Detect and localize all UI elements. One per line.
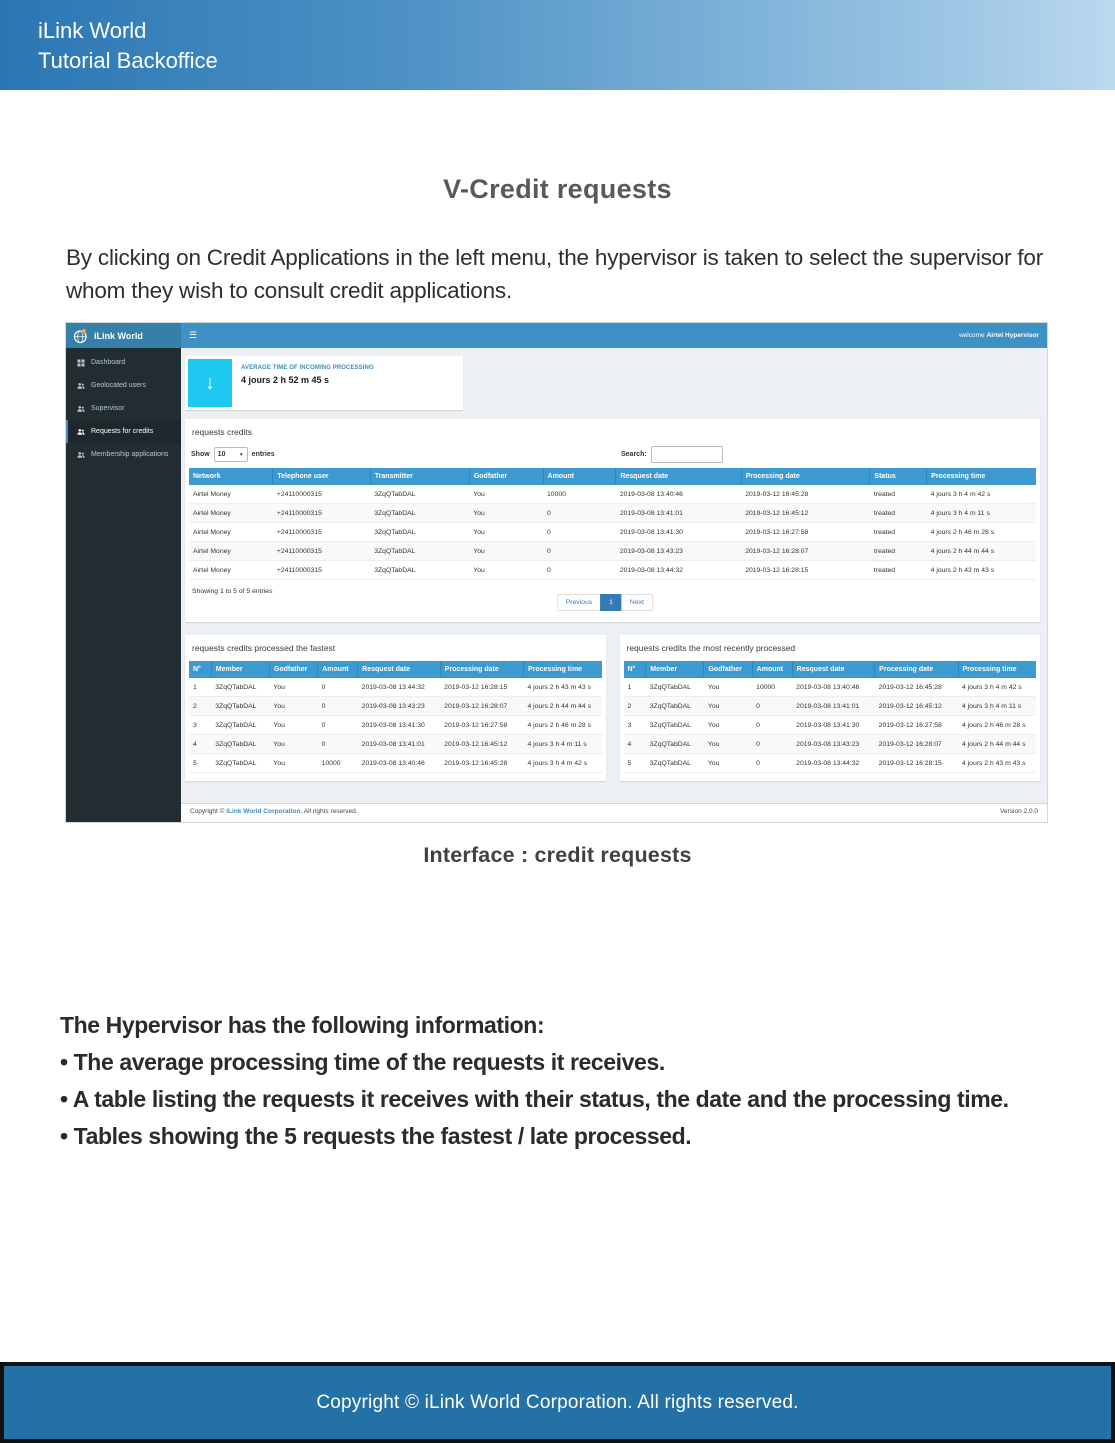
table-cell: You bbox=[704, 754, 752, 773]
table-row bbox=[189, 716, 602, 735]
table-cell: 2019-03-12 16:45:12 bbox=[440, 735, 523, 754]
table-cell: 3ZqQTabDAL bbox=[370, 542, 469, 561]
column-header[interactable]: Amount bbox=[752, 661, 792, 678]
table-cell: 4 jours 3 h 4 m 42 s bbox=[524, 754, 602, 773]
table-cell: 4 jours 3 h 4 m 11 s bbox=[524, 735, 602, 754]
figure-caption: Interface : credit requests bbox=[423, 843, 692, 867]
search-input[interactable] bbox=[651, 446, 723, 463]
info-list-item: • A table listing the requests it receives with their status, the date and the processing time. bbox=[60, 1081, 1105, 1118]
table-cell: You bbox=[469, 542, 543, 561]
down-arrow-icon: ↓ bbox=[188, 359, 232, 407]
info-box-value: 4 jours 2 h 52 m 45 s bbox=[241, 375, 330, 385]
table-cell: 2 bbox=[189, 697, 211, 716]
table-cell: 2019-03-12 16:27:58 bbox=[875, 716, 958, 735]
sidebar-item-supervisor[interactable] bbox=[66, 397, 181, 420]
table-cell: 2019-03-08 13:40:46 bbox=[792, 678, 875, 697]
table-cell: You bbox=[269, 716, 317, 735]
column-header[interactable]: Processing date bbox=[440, 661, 523, 678]
table-row bbox=[189, 485, 1036, 504]
column-header[interactable]: Processing time bbox=[958, 661, 1036, 678]
table-row bbox=[189, 561, 1036, 580]
sidebar-item-label: Geolocated users bbox=[91, 382, 146, 389]
table-cell: 2019-03-08 13:43:23 bbox=[792, 735, 875, 754]
column-header[interactable]: Network bbox=[189, 468, 273, 485]
table-cell: 2019-03-08 13:41:01 bbox=[792, 697, 875, 716]
search-label: Search: bbox=[621, 451, 647, 458]
table-cell: 0 bbox=[752, 697, 792, 716]
dashboard-icon bbox=[77, 359, 85, 367]
column-header[interactable]: Amount bbox=[543, 468, 616, 485]
table-row bbox=[189, 523, 1036, 542]
table-cell: 2019-03-08 13:44:32 bbox=[616, 561, 741, 580]
column-header[interactable]: Processing time bbox=[524, 661, 602, 678]
table-cell: 4 jours 2 h 43 m 43 s bbox=[927, 561, 1036, 580]
info-list-item: • Tables showing the 5 requests the fastest / late processed. bbox=[60, 1118, 1105, 1155]
page-size-control bbox=[191, 447, 275, 462]
table-cell: Airtel Money bbox=[189, 542, 273, 561]
table-cell: You bbox=[469, 523, 543, 542]
column-header[interactable]: Godfather bbox=[704, 661, 752, 678]
table-cell: 2019-03-12 16:27:58 bbox=[741, 523, 870, 542]
search-control bbox=[621, 446, 723, 463]
table-cell: 3ZqQTabDAL bbox=[646, 716, 704, 735]
table-cell: 2019-03-08 13:43:23 bbox=[358, 697, 441, 716]
table-cell: 4 jours 2 h 43 m 43 s bbox=[958, 754, 1036, 773]
table-row bbox=[624, 697, 1037, 716]
info-list-intro: The Hypervisor has the following information: bbox=[60, 1012, 545, 1038]
panel-title: requests credits processed the fastest bbox=[192, 643, 336, 653]
users-icon bbox=[77, 428, 85, 436]
app-navbar bbox=[66, 323, 1047, 348]
table-cell: 2 bbox=[624, 697, 646, 716]
table-cell: Airtel Money bbox=[189, 561, 273, 580]
table-row bbox=[624, 678, 1037, 697]
table-cell: 0 bbox=[752, 735, 792, 754]
table-cell: 10000 bbox=[318, 754, 358, 773]
entries-label: entries bbox=[251, 451, 275, 458]
table-cell: You bbox=[269, 697, 317, 716]
welcome-user: Airtel Hypervisor bbox=[986, 332, 1039, 339]
table-cell: Airtel Money bbox=[189, 485, 273, 504]
chevron-down-icon: ▼ bbox=[238, 451, 244, 458]
table-cell: 2019-03-08 13:44:32 bbox=[358, 678, 441, 697]
table-cell: 0 bbox=[543, 504, 616, 523]
navbar-body bbox=[181, 323, 1047, 348]
intro-paragraph: By clicking on Credit Applications in the left menu, the hypervisor is taken to select the supervisor for whom they wish to consult credit applications. bbox=[66, 245, 1043, 303]
table-cell: 2019-03-12 16:28:15 bbox=[875, 754, 958, 773]
column-header[interactable]: Status bbox=[870, 468, 927, 485]
table-cell: 0 bbox=[543, 561, 616, 580]
table-cell: You bbox=[469, 561, 543, 580]
column-header[interactable]: Amount bbox=[318, 661, 358, 678]
table-cell: +24110000315 bbox=[273, 523, 370, 542]
table-cell: 2019-03-12 16:45:28 bbox=[741, 485, 870, 504]
page-1-button[interactable]: 1 bbox=[600, 594, 622, 611]
table-row bbox=[189, 678, 602, 697]
table-cell: 2019-03-08 13:41:30 bbox=[358, 716, 441, 735]
table-cell: 3ZqQTabDAL bbox=[370, 504, 469, 523]
doc-footer bbox=[0, 1362, 1115, 1443]
table-row bbox=[189, 542, 1036, 561]
table-cell: 3ZqQTabDAL bbox=[211, 716, 269, 735]
table-cell: 2019-03-12 16:28:15 bbox=[741, 561, 870, 580]
column-header[interactable]: Processing date bbox=[875, 661, 958, 678]
table-cell: Airtel Money bbox=[189, 523, 273, 542]
table-cell: +24110000315 bbox=[273, 504, 370, 523]
table-cell: 4 jours 2 h 44 m 44 s bbox=[524, 697, 602, 716]
doc-header-line2: Tutorial Backoffice bbox=[38, 48, 218, 73]
table-cell: 3 bbox=[624, 716, 646, 735]
hypervisor-info-list bbox=[60, 1007, 1105, 1155]
table-cell: 0 bbox=[318, 735, 358, 754]
requests-credits-table bbox=[189, 468, 1036, 580]
welcome-text bbox=[959, 332, 1039, 339]
table-cell: 2019-03-12 16:45:28 bbox=[440, 754, 523, 773]
sidebar-item-dashboard[interactable] bbox=[66, 351, 181, 374]
table-cell: 4 bbox=[624, 735, 646, 754]
table-cell: 2019-03-08 13:41:30 bbox=[616, 523, 741, 542]
table-cell: You bbox=[704, 735, 752, 754]
pagination bbox=[557, 594, 653, 611]
page-size-value: 10 bbox=[217, 451, 226, 458]
fastest-requests-panel bbox=[185, 635, 606, 781]
table-cell: You bbox=[269, 678, 317, 697]
table-cell: 2019-03-08 13:41:01 bbox=[616, 504, 741, 523]
sidebar-item-geolocated-users[interactable] bbox=[66, 374, 181, 397]
requests-credits-panel bbox=[185, 419, 1040, 622]
column-header[interactable]: N° bbox=[624, 661, 646, 678]
users-icon bbox=[77, 405, 85, 413]
table-cell: 2019-03-12 16:28:07 bbox=[741, 542, 870, 561]
menu-toggle-icon[interactable]: ☰ bbox=[189, 330, 198, 340]
table-cell: You bbox=[469, 504, 543, 523]
table-cell: 2019-03-08 13:40:46 bbox=[358, 754, 441, 773]
app-version: Version 2.0.0 bbox=[1000, 808, 1038, 815]
sidebar-item-requests-for-credits[interactable] bbox=[66, 420, 181, 443]
sidebar-item-membership-applications[interactable] bbox=[66, 443, 181, 466]
table-cell: 0 bbox=[752, 716, 792, 735]
table-cell: 3ZqQTabDAL bbox=[211, 678, 269, 697]
table-cell: 2019-03-12 16:27:58 bbox=[440, 716, 523, 735]
column-header[interactable]: Processing time bbox=[927, 468, 1036, 485]
table-cell: You bbox=[704, 697, 752, 716]
table-cell: 2019-03-08 13:41:01 bbox=[358, 735, 441, 754]
table-cell: 0 bbox=[543, 542, 616, 561]
table-cell: 0 bbox=[318, 697, 358, 716]
table-row bbox=[624, 716, 1037, 735]
table-cell: 4 jours 3 h 4 m 42 s bbox=[958, 678, 1036, 697]
column-header[interactable]: Processing date bbox=[741, 468, 870, 485]
info-list-item: • The average processing time of the requests it receives. bbox=[60, 1044, 1105, 1081]
sidebar-item-label: Requests for credits bbox=[91, 428, 154, 435]
table-cell: treated bbox=[870, 542, 927, 561]
sidebar-item-label: Membership applications bbox=[91, 451, 169, 458]
table-cell: 4 bbox=[189, 735, 211, 754]
table-row bbox=[624, 735, 1037, 754]
table-cell: +24110000315 bbox=[273, 485, 370, 504]
table-cell: 10000 bbox=[752, 678, 792, 697]
recent-requests-table bbox=[624, 661, 1037, 773]
recent-requests-panel bbox=[620, 635, 1041, 781]
table-cell: 0 bbox=[318, 678, 358, 697]
doc-footer-text: Copyright © iLink World Corporation. All rights reserved. bbox=[316, 1391, 799, 1413]
backoffice-screenshot bbox=[65, 322, 1048, 823]
panel-title: requests credits the most recently processed bbox=[626, 643, 796, 653]
table-cell: 2019-03-08 13:41:30 bbox=[792, 716, 875, 735]
table-cell: 2019-03-12 16:28:07 bbox=[875, 735, 958, 754]
next-page-button[interactable]: Next bbox=[621, 594, 653, 611]
column-header[interactable]: Resquest date bbox=[616, 468, 741, 485]
table-cell: 2019-03-08 13:40:46 bbox=[616, 485, 741, 504]
table-cell: 0 bbox=[543, 523, 616, 542]
globe-logo-icon bbox=[73, 328, 89, 344]
table-cell: treated bbox=[870, 504, 927, 523]
table-cell: 2019-03-12 16:45:12 bbox=[741, 504, 870, 523]
main-content bbox=[181, 348, 1047, 823]
table-cell: 0 bbox=[318, 716, 358, 735]
app-brand-label: iLink World bbox=[94, 330, 143, 341]
sidebar-item-label: Dashboard bbox=[91, 359, 126, 366]
table-cell: 4 jours 3 h 4 m 42 s bbox=[927, 485, 1036, 504]
users-icon bbox=[77, 382, 85, 390]
table-cell: 4 jours 2 h 46 m 28 s bbox=[524, 716, 602, 735]
table-cell: 4 jours 2 h 44 m 44 s bbox=[927, 542, 1036, 561]
panel-title: requests credits bbox=[192, 427, 252, 437]
table-cell: 4 jours 3 h 4 m 11 s bbox=[958, 697, 1036, 716]
column-header[interactable]: Godfather bbox=[269, 661, 317, 678]
table-cell: +24110000315 bbox=[273, 542, 370, 561]
table-cell: 4 jours 2 h 46 m 28 s bbox=[958, 716, 1036, 735]
table-cell: 3ZqQTabDAL bbox=[646, 678, 704, 697]
doc-header bbox=[0, 0, 1115, 90]
copyright-prefix: Copyright © bbox=[190, 808, 227, 815]
table-cell: 5 bbox=[189, 754, 211, 773]
column-header[interactable]: Resquest date bbox=[358, 661, 441, 678]
table-cell: 4 jours 2 h 44 m 44 s bbox=[958, 735, 1036, 754]
table-cell: You bbox=[469, 485, 543, 504]
table-cell: 2019-03-12 16:45:12 bbox=[875, 697, 958, 716]
table-cell: 3ZqQTabDAL bbox=[646, 697, 704, 716]
company-link[interactable]: iLink World Corporation. bbox=[226, 808, 303, 815]
table-cell: +24110000315 bbox=[273, 561, 370, 580]
column-header[interactable]: Telephone user bbox=[273, 468, 370, 485]
users-icon bbox=[77, 451, 85, 459]
table-row bbox=[189, 735, 602, 754]
table-cell: 3ZqQTabDAL bbox=[370, 561, 469, 580]
table-cell: 3ZqQTabDAL bbox=[211, 697, 269, 716]
app-footer bbox=[181, 803, 1047, 822]
table-cell: 1 bbox=[624, 678, 646, 697]
welcome-prefix: welcome bbox=[958, 332, 985, 339]
column-header[interactable]: Member bbox=[646, 661, 704, 678]
app-brand[interactable] bbox=[66, 323, 181, 348]
showing-entries-text: Showing 1 to 5 of 5 entries bbox=[192, 588, 273, 595]
table-row bbox=[624, 754, 1037, 773]
page-title: V-Credit requests bbox=[443, 174, 672, 204]
table-cell: 3ZqQTabDAL bbox=[211, 735, 269, 754]
table-cell: 10000 bbox=[543, 485, 616, 504]
column-header[interactable]: Member bbox=[211, 661, 269, 678]
table-cell: treated bbox=[870, 523, 927, 542]
table-cell: You bbox=[704, 716, 752, 735]
page-size-select[interactable] bbox=[214, 447, 248, 462]
previous-page-button[interactable]: Previous bbox=[557, 594, 601, 611]
column-header[interactable]: N° bbox=[189, 661, 211, 678]
table-cell: 2019-03-08 13:43:23 bbox=[616, 542, 741, 561]
table-cell: 5 bbox=[624, 754, 646, 773]
table-row bbox=[189, 697, 602, 716]
column-header[interactable]: Godfather bbox=[469, 468, 543, 485]
table-cell: Airtel Money bbox=[189, 504, 273, 523]
table-cell: treated bbox=[870, 485, 927, 504]
rights-text: All rights reserved. bbox=[302, 808, 358, 815]
table-cell: You bbox=[269, 754, 317, 773]
table-cell: 3 bbox=[189, 716, 211, 735]
table-cell: 2019-03-12 16:45:28 bbox=[875, 678, 958, 697]
app-copyright bbox=[190, 808, 358, 822]
table-row bbox=[189, 754, 602, 773]
table-row bbox=[189, 504, 1036, 523]
table-cell: 1 bbox=[189, 678, 211, 697]
table-cell: 0 bbox=[752, 754, 792, 773]
column-header[interactable]: Transmitter bbox=[370, 468, 469, 485]
table-cell: 3ZqQTabDAL bbox=[646, 754, 704, 773]
show-label: Show bbox=[191, 451, 210, 458]
table-cell: treated bbox=[870, 561, 927, 580]
table-cell: 2019-03-08 13:44:32 bbox=[792, 754, 875, 773]
average-time-info-box bbox=[185, 356, 463, 410]
sidebar-item-label: Supervisor bbox=[91, 405, 125, 412]
table-cell: 4 jours 2 h 43 m 43 s bbox=[524, 678, 602, 697]
doc-header-line1: iLink World bbox=[38, 18, 147, 43]
sidebar bbox=[66, 348, 181, 823]
table-cell: You bbox=[704, 678, 752, 697]
table-cell: 3ZqQTabDAL bbox=[211, 754, 269, 773]
fastest-requests-table bbox=[189, 661, 602, 773]
table-cell: 3ZqQTabDAL bbox=[646, 735, 704, 754]
table-cell: 4 jours 3 h 4 m 11 s bbox=[927, 504, 1036, 523]
table-cell: 3ZqQTabDAL bbox=[370, 523, 469, 542]
info-box-label: AVERAGE TIME OF INCOMING PROCESSING bbox=[241, 365, 374, 371]
column-header[interactable]: Resquest date bbox=[792, 661, 875, 678]
table-cell: 3ZqQTabDAL bbox=[370, 485, 469, 504]
table-cell: 2019-03-12 16:28:15 bbox=[440, 678, 523, 697]
table-cell: 2019-03-12 16:28:07 bbox=[440, 697, 523, 716]
table-cell: You bbox=[269, 735, 317, 754]
table-cell: 4 jours 2 h 46 m 28 s bbox=[927, 523, 1036, 542]
